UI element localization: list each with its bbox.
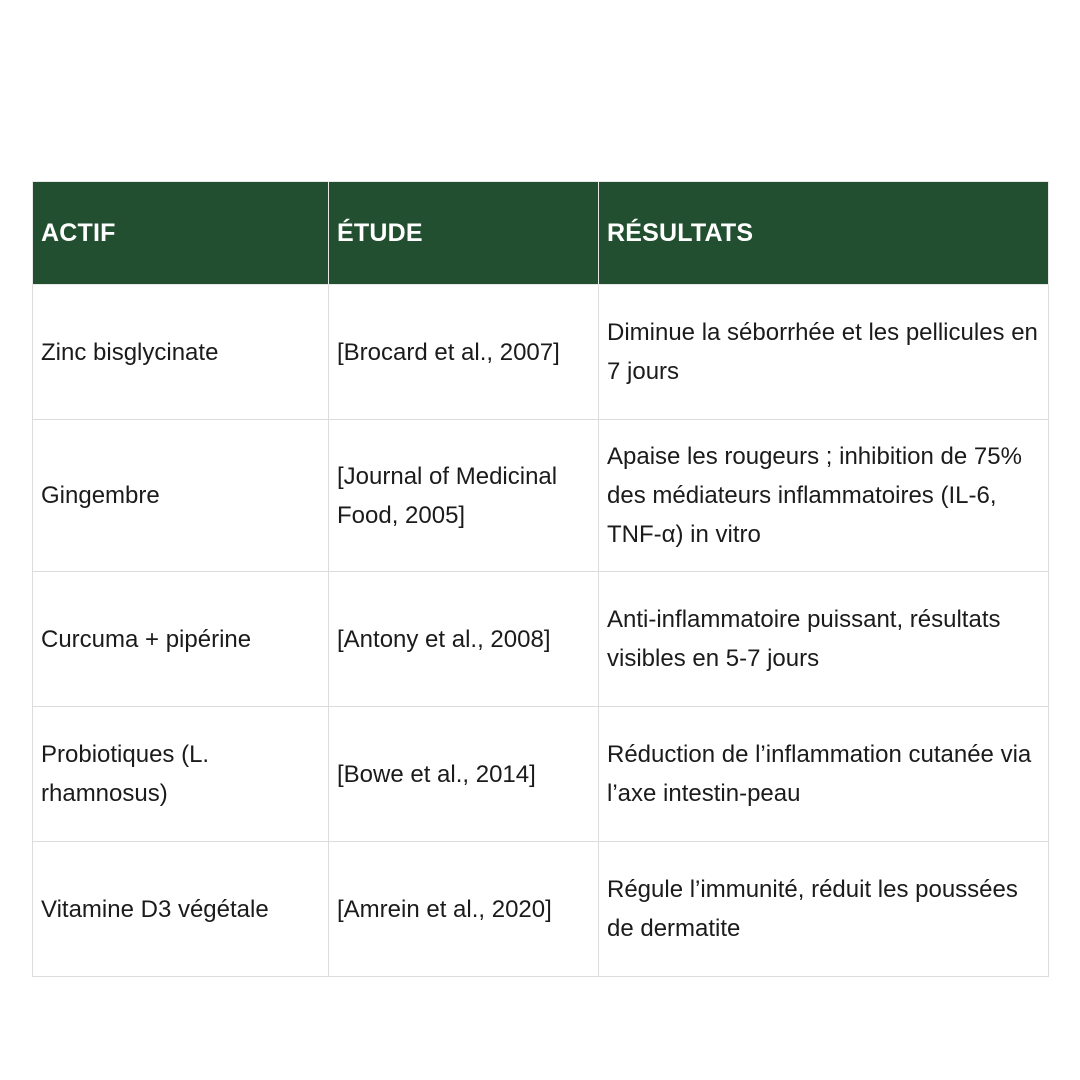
cell-etude: [Brocard et al., 2007] [329, 285, 599, 420]
table-body [33, 285, 1049, 977]
header-resultats: RÉSULTATS [599, 182, 1049, 285]
cell-actif: Gingembre [33, 420, 329, 572]
table-header [33, 182, 1049, 285]
table-row [33, 420, 1049, 572]
studies-table-container [32, 181, 1048, 977]
table-row [33, 842, 1049, 977]
cell-actif: Vitamine D3 végétale [33, 842, 329, 977]
cell-resultats: Apaise les rougeurs ; inhibition de 75% des médiateurs inflammatoires (IL-6, TNF-α) in vitro [599, 420, 1049, 572]
cell-resultats: Anti-inflammatoire puissant, résultats visibles en 5-7 jours [599, 572, 1049, 707]
cell-resultats: Régule l’immunité, réduit les poussées de dermatite [599, 842, 1049, 977]
table-row [33, 285, 1049, 420]
cell-resultats: Diminue la séborrhée et les pellicules en 7 jours [599, 285, 1049, 420]
cell-etude: [Journal of Medicinal Food, 2005] [329, 420, 599, 572]
cell-actif: Zinc bisglycinate [33, 285, 329, 420]
header-etude: ÉTUDE [329, 182, 599, 285]
cell-etude: [Amrein et al., 2020] [329, 842, 599, 977]
cell-resultats: Réduction de l’inflammation cutanée via l’axe intestin-peau [599, 707, 1049, 842]
studies-table [32, 181, 1049, 977]
header-row [33, 182, 1049, 285]
table-row [33, 707, 1049, 842]
cell-etude: [Bowe et al., 2014] [329, 707, 599, 842]
header-actif: ACTIF [33, 182, 329, 285]
table-row [33, 572, 1049, 707]
cell-actif: Probiotiques (L. rhamnosus) [33, 707, 329, 842]
cell-etude: [Antony et al., 2008] [329, 572, 599, 707]
cell-actif: Curcuma + pipérine [33, 572, 329, 707]
